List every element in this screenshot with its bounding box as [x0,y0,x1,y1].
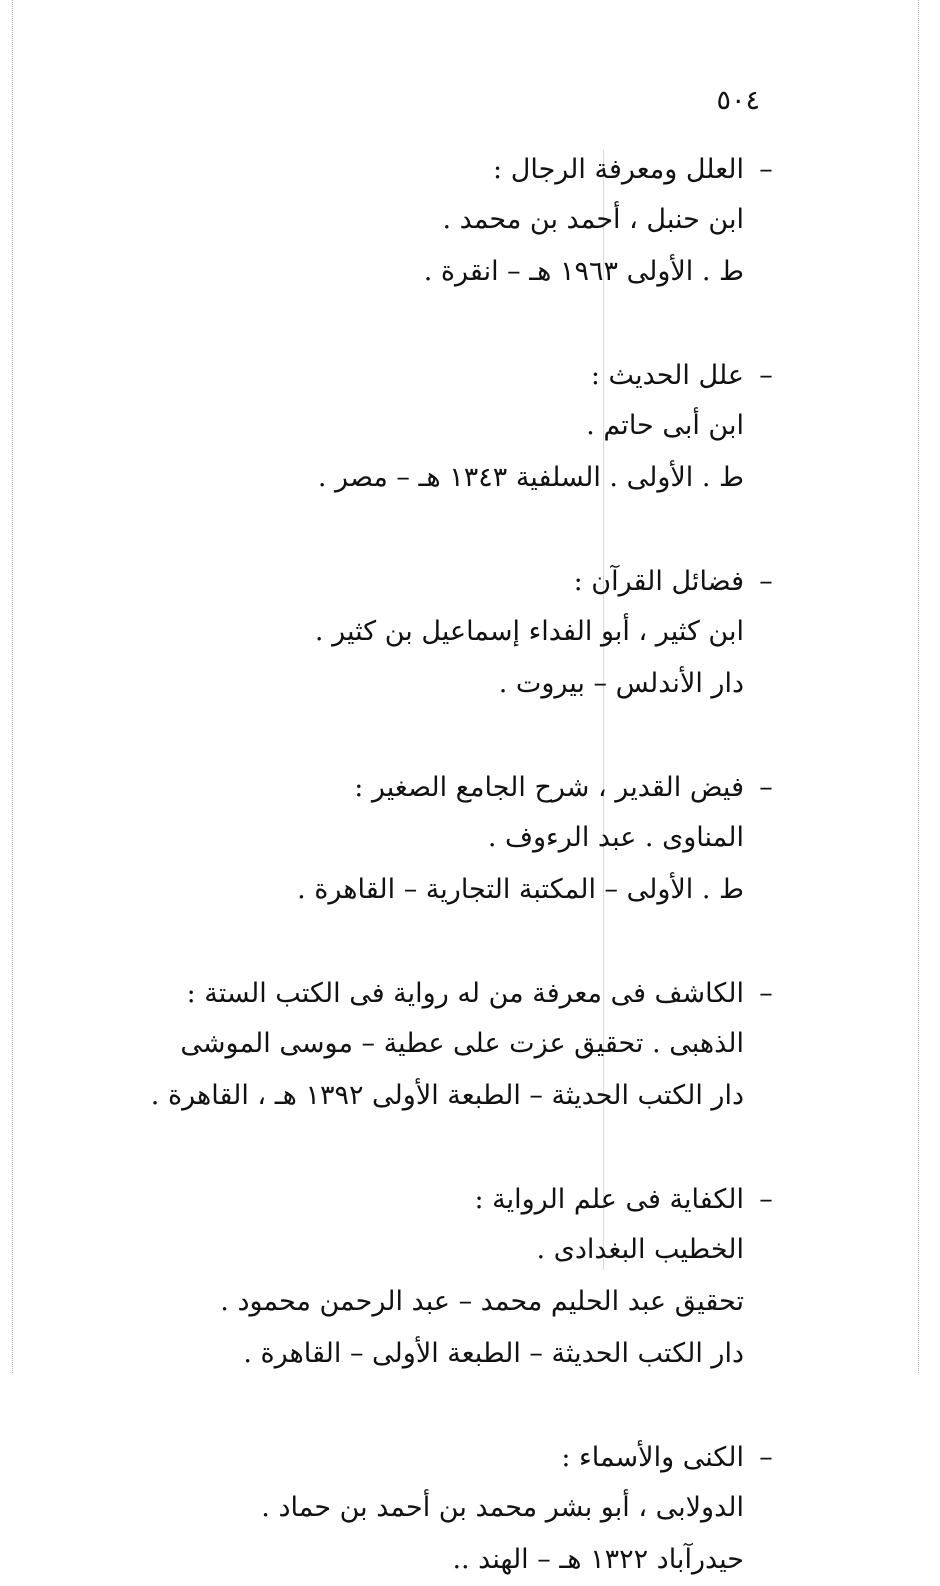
entry-title: فضائل القرآن : [573,566,744,597]
entry-line: دار الكتب الحديثة – الطبعة الأولى – القاهرة . [243,1338,744,1369]
entry-dash: – [759,360,773,391]
entry-title: الكفاية فى علم الرواية : [474,1184,744,1215]
bibliography-entry [88,558,788,710]
entry-gap [88,1380,788,1434]
entry-gap [88,1122,788,1176]
entry-dash: – [759,154,773,185]
entry-gap [88,916,788,970]
entry-dash: – [759,1184,773,1215]
entry-dash: – [759,566,773,597]
scan-margin-dotted-line [12,0,13,1373]
entry-title-row [88,352,788,400]
bibliography-entry [88,1434,788,1586]
entry-line: ابن كثير ، أبو الفداء إسماعيل بن كثير . [314,616,744,647]
entry-line: حيدرآباد ١٣٢٢ هـ – الهند .. [452,1544,744,1575]
entry-line: الخطيب البغدادى . [536,1234,744,1265]
entry-gap [88,504,788,558]
bibliography-list [88,146,788,1586]
entry-title-row [88,970,788,1018]
entry-line: ابن أبى حاتم . [586,410,744,441]
bibliography-entry [88,352,788,504]
bibliography-entry [88,146,788,298]
bibliography-entry [88,764,788,916]
entry-title: الكنى والأسماء : [561,1442,744,1473]
entry-title: علل الحديث : [590,360,744,391]
entry-title-row [88,146,788,194]
entry-line: ط . الأولى ١٩٦٣ هـ – انقرة . [423,256,744,287]
entry-line: دار الأندلس – بيروت . [498,668,744,699]
entry-gap [88,710,788,764]
entry-title: الكاشف فى معرفة من له رواية فى الكتب الستة : [186,978,744,1009]
bibliography-entry [88,970,788,1122]
entry-title-row [88,1434,788,1482]
entry-title-row [88,558,788,606]
entry-line: المناوى . عبد الرءوف . [487,822,744,853]
page-number: ٥٠٤ [716,85,760,116]
entry-line: ابن حنبل ، أحمد بن محمد . [442,204,744,235]
entry-dash: – [759,772,773,803]
entry-line: تحقيق عبد الحليم محمد – عبد الرحمن محمود . [220,1286,744,1317]
scan-margin-dotted-line [918,0,919,1373]
bibliography-entry [88,1176,788,1380]
entry-title-row [88,764,788,812]
entry-gap [88,298,788,352]
entry-title: فيض القدير ، شرح الجامع الصغير : [354,772,744,803]
entry-title-row [88,1176,788,1224]
entry-line: الذهبى . تحقيق عزت على عطية – موسى الموشى [180,1028,744,1059]
entry-dash: – [759,978,773,1009]
entry-line: دار الكتب الحديثة – الطبعة الأولى ١٣٩٢ هـ ، القاهرة . [150,1080,744,1111]
entry-line: ط . الأولى . السلفية ١٣٤٣ هـ – مصر . [317,462,744,493]
entry-dash: – [759,1442,773,1473]
entry-line: ط . الأولى – المكتبة التجارية – القاهرة . [297,874,744,905]
entry-title: العلل ومعرفة الرجال : [493,154,744,185]
entry-line: الدولابى ، أبو بشر محمد بن أحمد بن حماد . [261,1492,744,1523]
